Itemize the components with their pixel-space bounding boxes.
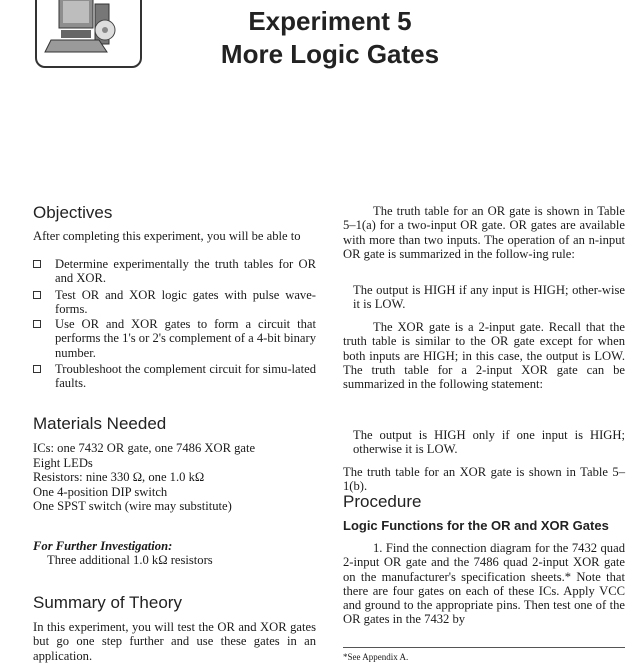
footnote: *See Appendix A. [343,652,409,662]
procedure-step-1: 1. Find the connection diagram for the 7432 quad 2-input OR gate and the 7486 quad 2-input XOR gate on the manufacturer's specification sheets.* Note that there are four gates on each of these ICs. Apply VCC and ground to the appropriate pins. Then test one of the OR gates in the 7432 by [343,541,625,627]
or-gate-paragraph: The truth table for an OR gate is shown in Table 5–1(a) for a two-input OR gate. OR gates are available with more than two inputs. The operation of an n-input OR gate is summarized in the follow-ing rule: [343,204,625,261]
objective-item: Troubleshoot the complement circuit for simu-lated faults. [33,362,316,391]
xor-gate-paragraph: The XOR gate is a 2-input gate. Recall that the truth table is similar to the OR gate except for when both inputs are HIGH; in this case, the output is LOW. The truth table for a 2-input XOR gate can be summarized in the following statement: [343,320,625,392]
objective-item: Use OR and XOR gates to form a circuit that performs the 1's or 2's complement of a 4-bit binary number. [33,317,316,360]
checkbox-icon [33,320,41,328]
experiment-subtitle: More Logic Gates [220,39,440,69]
objective-item: Test OR and XOR logic gates with pulse wave-forms. [33,288,316,317]
materials-heading: Materials Needed [33,414,167,433]
footnote-divider [343,647,625,648]
objectives-intro: After completing this experiment, you will be able to [33,229,301,243]
xor-rule: The output is HIGH only if one input is HIGH; otherwise it is LOW. [353,428,625,457]
checkbox-icon [33,260,41,268]
checkbox-icon [33,291,41,299]
further-investigation-heading: For Further Investigation: [33,539,173,553]
procedure-heading: Procedure [343,492,422,511]
computer-logo [35,0,142,68]
summary-text: In this experiment, you will test the OR and XOR gates but go one step further and use these gates in an application. [33,620,316,663]
procedure-subheading: Logic Functions for the OR and XOR Gates [343,518,609,533]
material-line: One 4-position DIP switch [33,485,168,499]
objectives-heading: Objectives [33,203,113,222]
objective-item: Determine experimentally the truth tables for OR and XOR. [33,257,316,286]
material-line: One SPST switch (wire may substitute) [33,499,232,513]
material-line: ICs: one 7432 OR gate, one 7486 XOR gate [33,441,256,455]
material-line: Eight LEDs [33,456,93,470]
or-rule: The output is HIGH if any input is HIGH; other-wise it is LOW. [353,283,625,312]
material-line: Resistors: nine 330 Ω, one 1.0 kΩ [33,470,205,484]
experiment-title: Experiment 5 [248,6,412,36]
summary-heading: Summary of Theory [33,593,182,612]
xor-table-paragraph: The truth table for an XOR gate is shown in Table 5–1(b). [343,465,625,494]
computer-icon [37,0,140,66]
checkbox-icon [33,365,41,373]
further-investigation-line: Three additional 1.0 kΩ resistors [47,553,213,567]
